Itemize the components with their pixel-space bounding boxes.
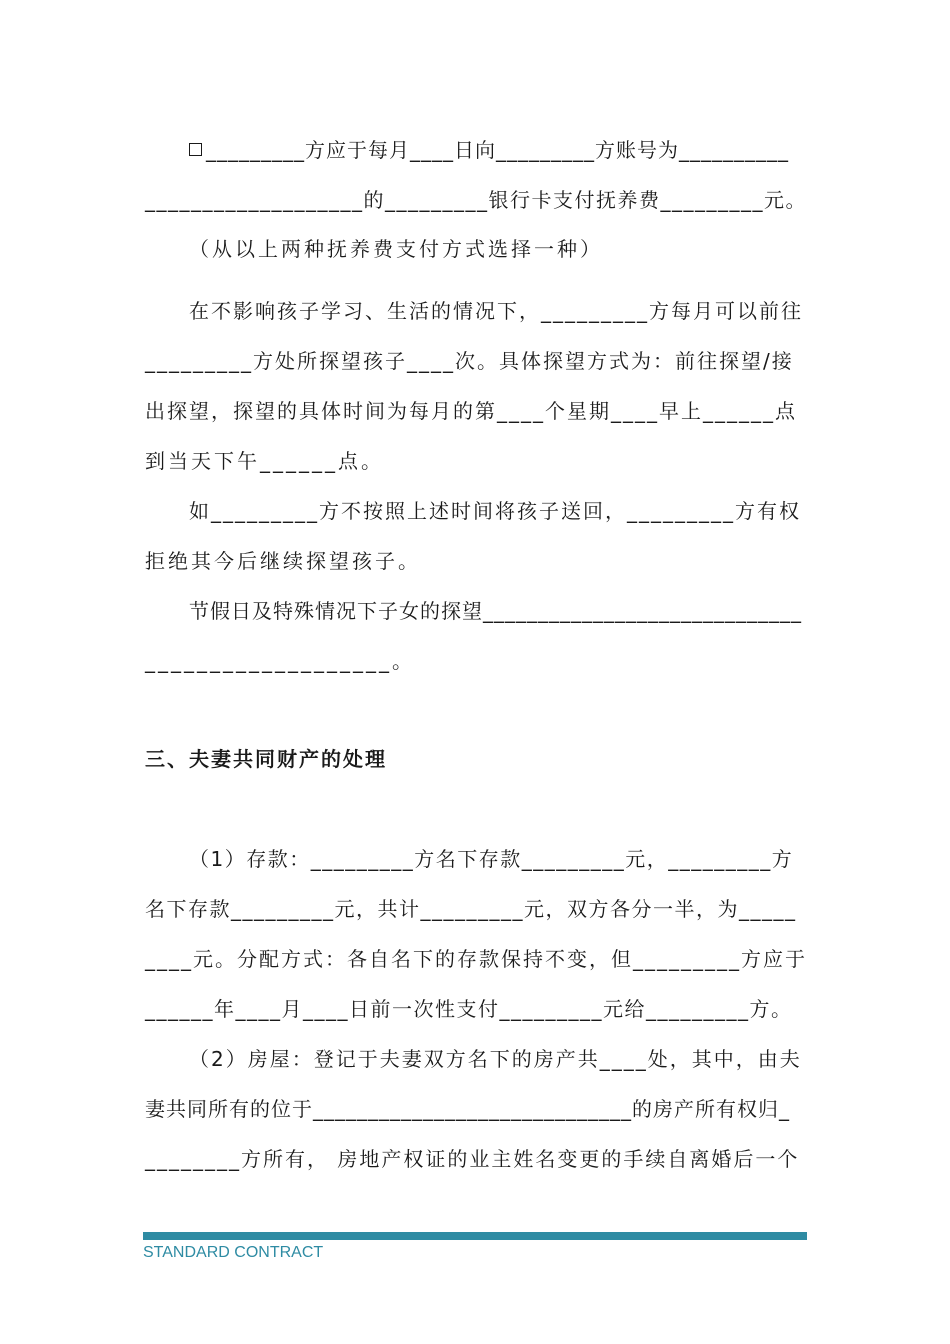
footer-label: STANDARD CONTRACT	[143, 1244, 324, 1261]
text-line: （1）存款：_________方名下存款_________元，_________方	[189, 847, 794, 871]
text-line: 妻共同所有的位于_____________________________的房产所有权归_	[145, 1097, 790, 1121]
text-line: 出探望，探望的具体时间为每月的第____个星期____早上______点	[145, 399, 797, 423]
text-line: ____元。分配方式：各自名下的存款保持不变，但_________方应于	[145, 947, 807, 971]
checkbox-icon[interactable]	[189, 143, 202, 156]
text-line: 在不影响孩子学习、生活的情况下，_________方每月可以前往	[189, 299, 803, 323]
footer-divider	[143, 1232, 807, 1240]
text-line: ________方所有， 房地产权证的业主姓名变更的手续自离婚后一个	[145, 1147, 800, 1171]
text-line: ______年____月____日前一次性支付_________元给_________方。	[145, 997, 793, 1021]
text-line: 如_________方不按照上述时间将孩子送回，_________方有权	[189, 499, 801, 523]
text-line: 拒绝其今后继续探望孩子。	[145, 549, 421, 573]
text-line: _________方处所探望孩子____次。具体探望方式为：前往探望/接	[145, 349, 794, 373]
text-line: ___________________的_________银行卡支付抚养费_________元。	[145, 188, 807, 212]
text-line: ___________________。	[145, 649, 415, 673]
text-line: 名下存款_________元，共计_________元，双方各分一半，为_____	[145, 897, 797, 921]
text-line: 节假日及特殊情况下子女的探望_____________________________	[189, 599, 802, 623]
text-line: 到当天下午______点。	[145, 449, 384, 473]
text-line: _________方应于每月____日向_________方账号为__________	[189, 136, 807, 164]
section-heading: 三、夫妻共同财产的处理	[145, 747, 387, 771]
text-line: （从以上两种抚养费支付方式选择一种）	[189, 237, 603, 261]
text-line: （2）房屋：登记于夫妻双方名下的房产共____处，其中，由夫	[189, 1047, 802, 1071]
